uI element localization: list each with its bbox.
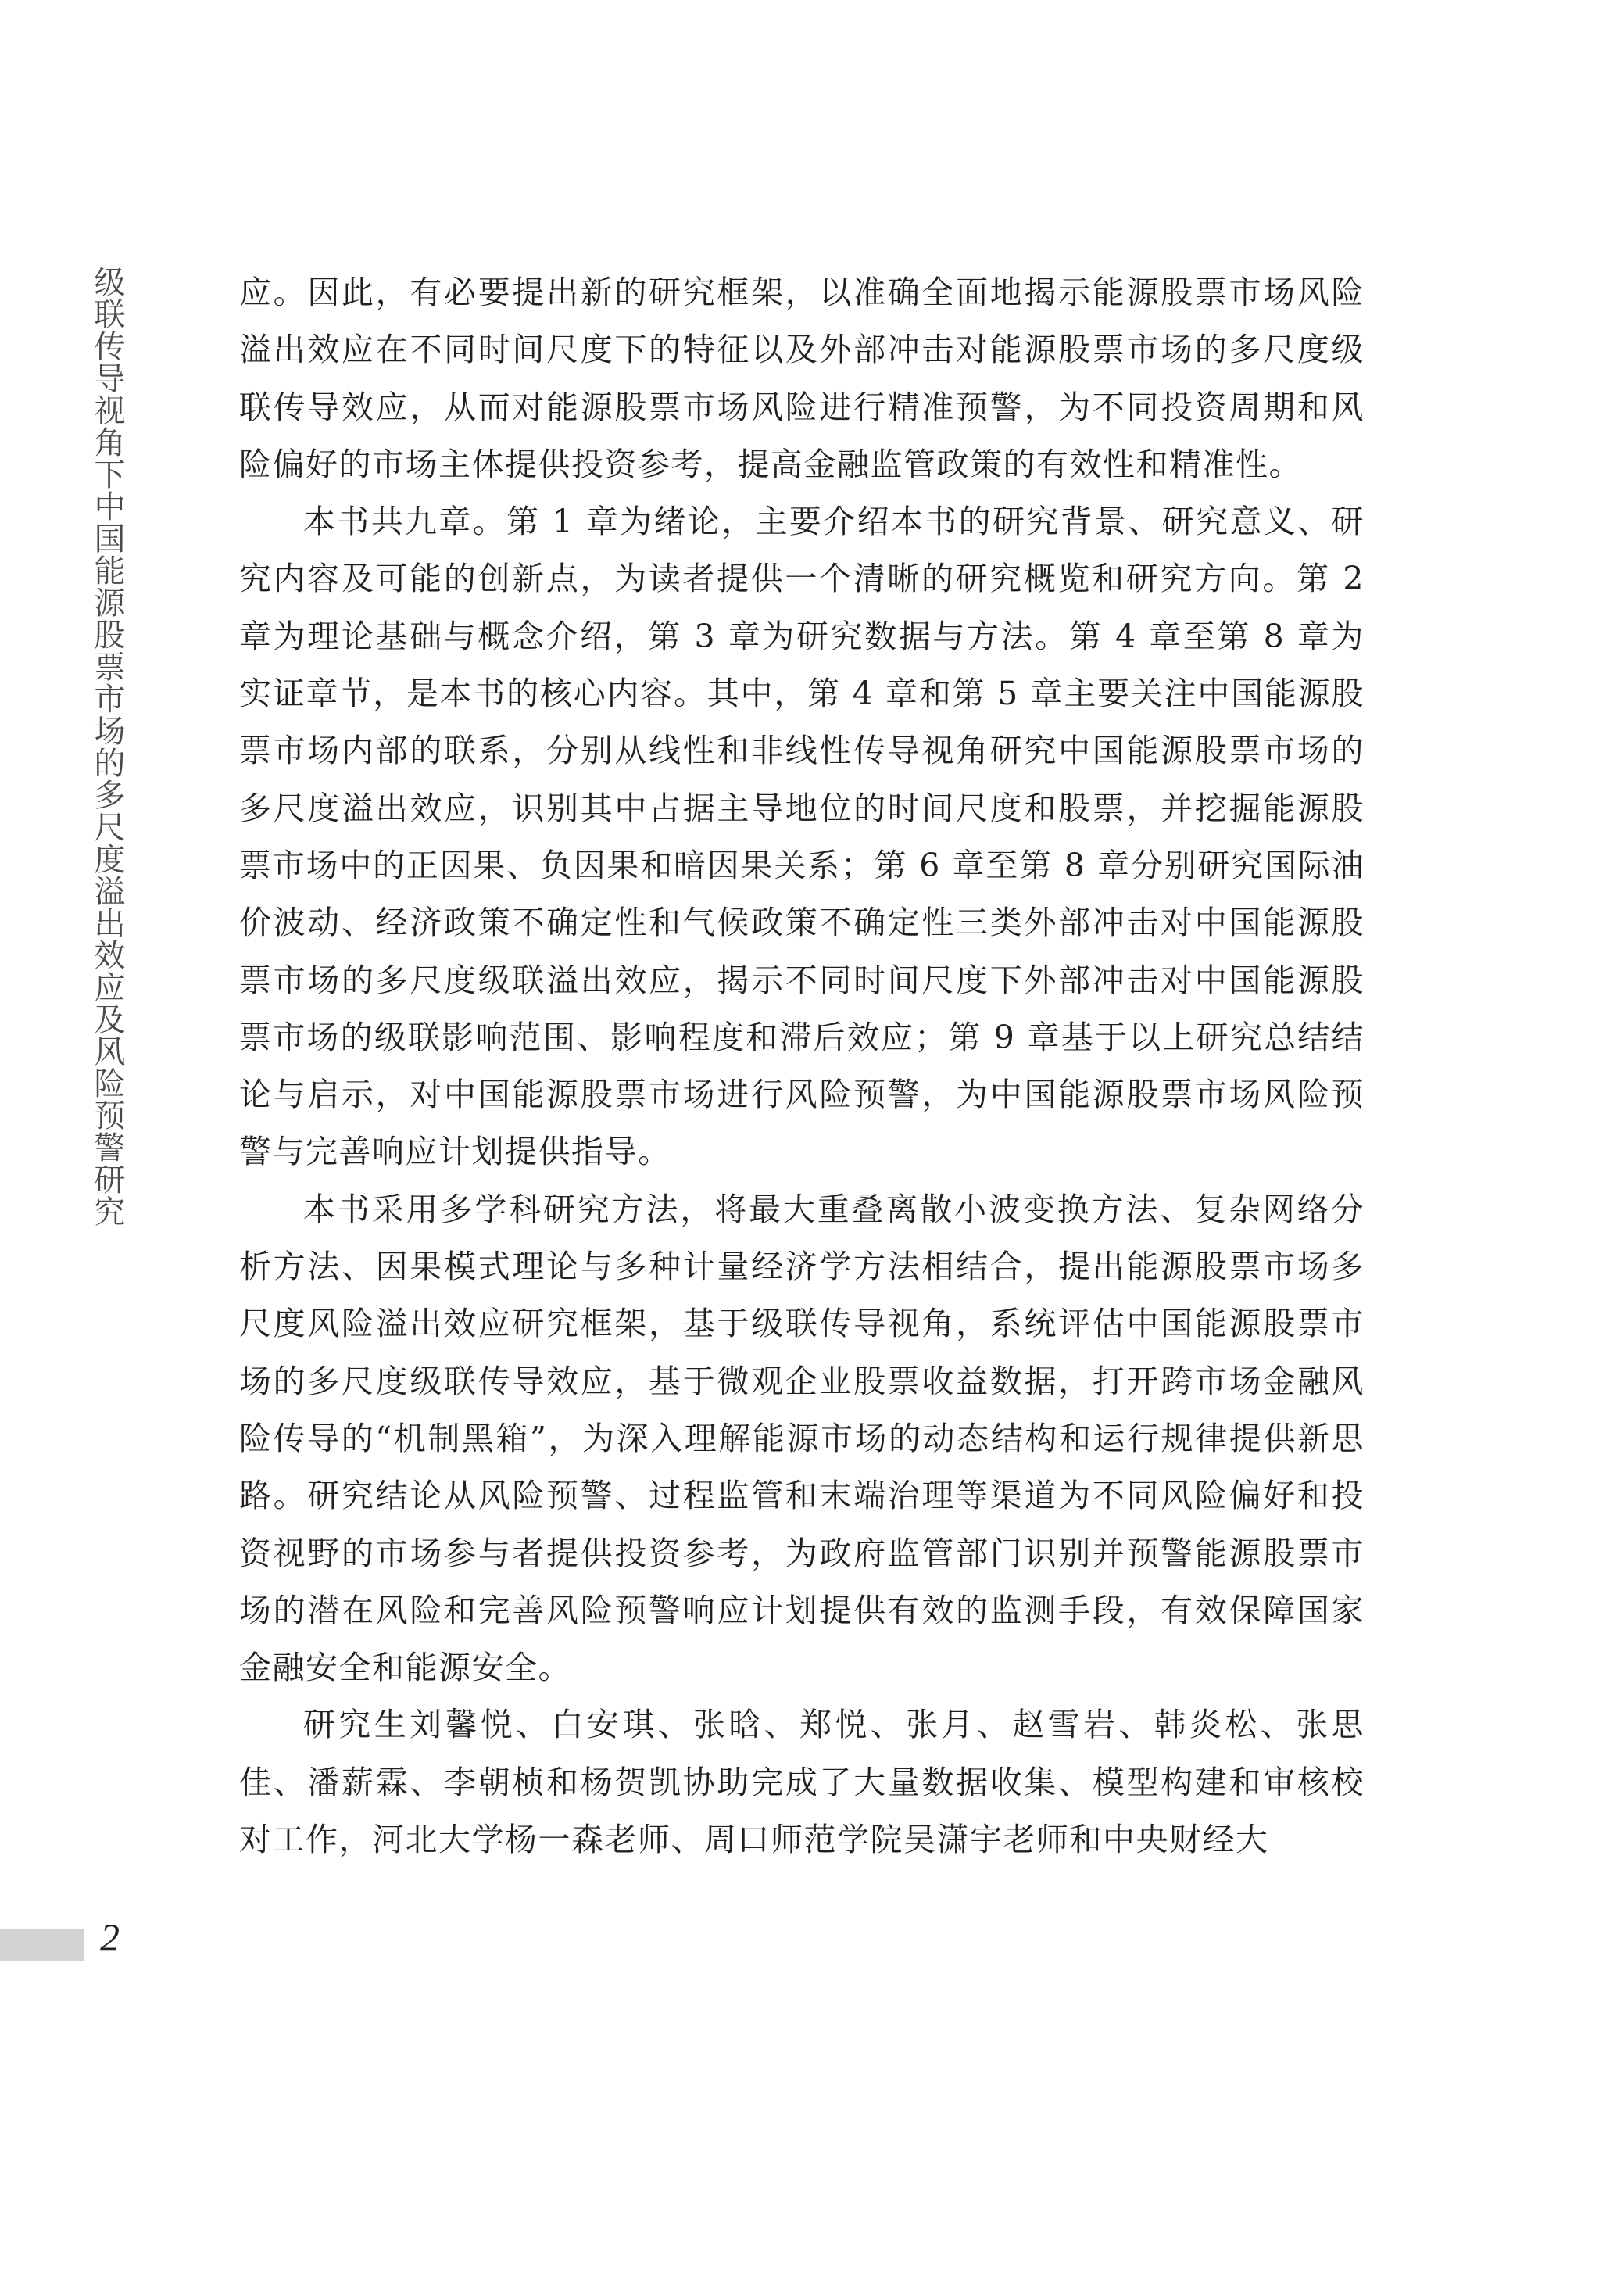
paragraph-acknowledgements: 研究生刘馨悦、白安琪、张晗、郑悦、张月、赵雪岩、韩炎松、张思佳、潘薪霖、李朝桢和杨贺凯协助完成了大量数据收集、模型构建和审核校对工作，河北大学杨一森老师、周口师范学院吴潇宇老师和中央财经大: [239, 1706, 1365, 1859]
page-number: 2: [100, 1915, 120, 1959]
paragraph-continued: 应。因此，有必要提出新的研究框架，以准确全面地揭示能源股票市场风险溢出效应在不同时间尺度下的特征以及外部冲击对能源股票市场的多尺度级联传导效应，从而对能源股票市场风险进行精准预警，为不同投资周期和风险偏好的市场主体提供投资参考，提高金融监管政策的有效性和精准性。: [239, 274, 1365, 483]
paragraph-methods: 本书采用多学科研究方法，将最大重叠离散小波变换方法、复杂网络分析方法、因果模式理论与多种计量经济学方法相结合，提出能源股票市场多尺度风险溢出效应研究框架，基于级联传导视角，系统评估中国能源股票市场的多尺度级联传导效应，基于微观企业股票收益数据，打开跨市场金融风险传导的“机制黑箱”，为深入理解能源市场的动态结构和运行规律提供新思路。研究结论从风险预警、过程监管和末端治理等渠道为不同风险偏好和投资视野的市场参与者提供投资参考，为政府监管部门识别并预警能源股票市场的潜在风险和完善风险预警响应计划提供有效的监测手段，有效保障国家金融安全和能源安全。: [239, 1190, 1365, 1687]
paragraph-chapter-overview: 本书共九章。第 1 章为绪论，主要介绍本书的研究背景、研究意义、研究内容及可能的创新点，为读者提供一个清晰的研究概览和研究方向。第 2 章为理论基础与概念介绍，第 3 章为研究数据与方法。第 4 章至第 8 章为实证章节，是本书的核心内容。其中，第 4 章和第 5 章主要关注中国能源股票市场内部的联系，分别从线性和非线性传导视角研究中国能源股票市场的多尺度溢出效应，识别其中占据主导地位的时间尺度和股票，并挖掘能源股票市场中的正因果、负因果和暗因果关系；第 6 章至第 8 章分别研究国际油价波动、经济政策不确定性和气候政策不确定性三类外部冲击对中国能源股票市场的多尺度级联溢出效应，揭示不同时间尺度下外部冲击对中国能源股票市场的级联影响范围、影响程度和滞后效应；第 9 章基于以上研究总结结论与启示，对中国能源股票市场进行风险预警，为中国能源股票市场风险预警与完善响应计划提供指导。: [239, 503, 1365, 1171]
running-header: 级联传导视角下中国能源股票市场的多尺度溢出效应及风险预警研究: [89, 266, 125, 1227]
page-number-tab: [0, 1929, 84, 1961]
body-text: [239, 264, 1365, 1868]
